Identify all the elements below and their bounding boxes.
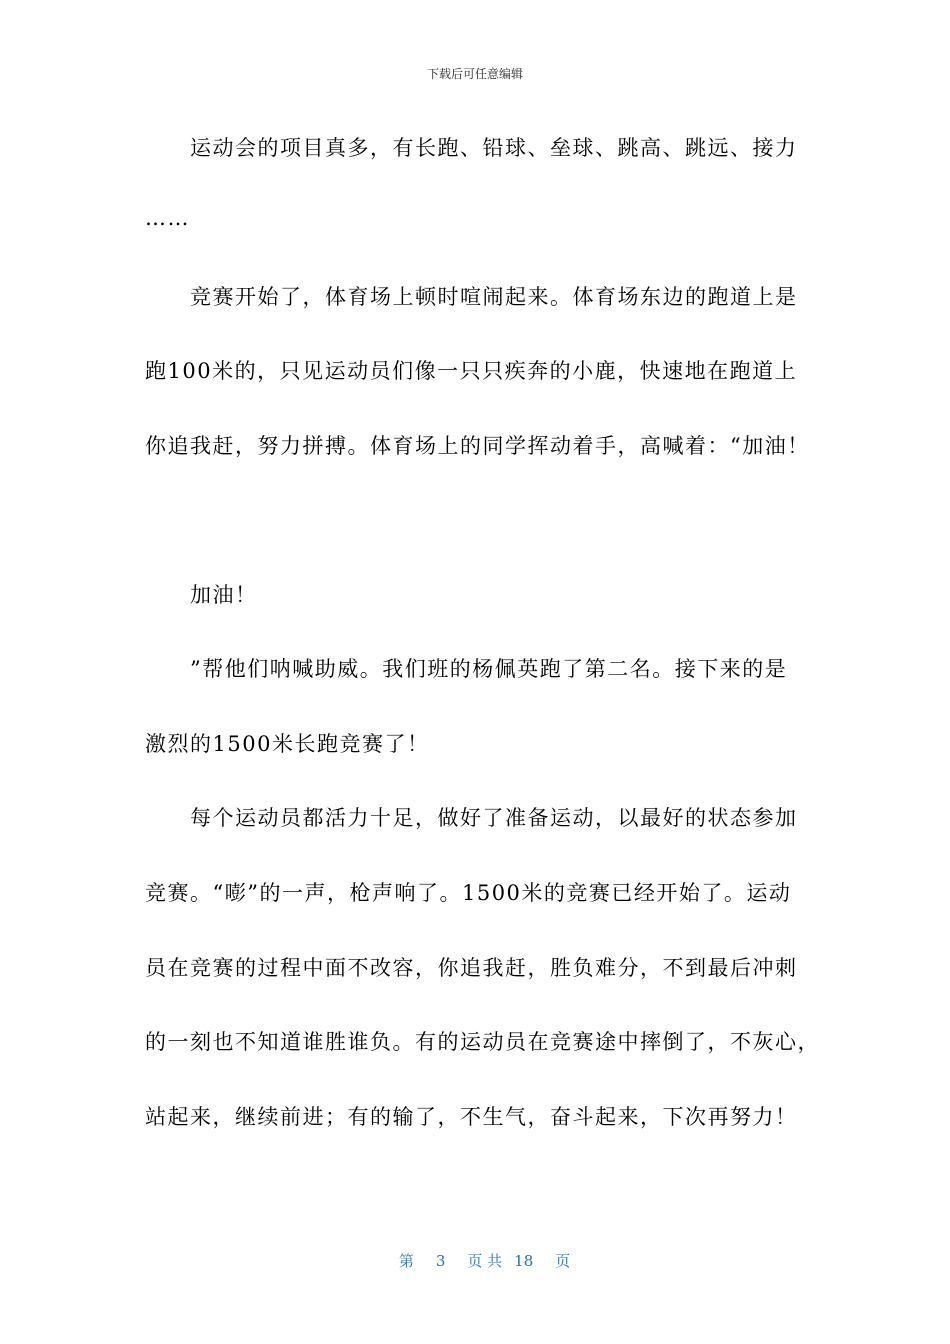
body-line-4: 跑100米的，只见运动员们像一只只疾奔的小鹿，快速地在跑道上 bbox=[145, 359, 798, 383]
body-line-2: …… bbox=[145, 206, 190, 230]
body-line-1: 运动会的项目真多，有长跑、铅球、垒球、跳高、跳远、接力 bbox=[190, 136, 798, 160]
footer-total-pages: 18 bbox=[514, 1252, 534, 1270]
body-line-7: ”帮他们呐喊助威。我们班的杨佩英跑了第二名。接下来的是 bbox=[190, 657, 788, 681]
body-line-10: 竞赛。“嘭”的一声，枪声响了。1500米的竞赛已经开始了。运动 bbox=[145, 881, 792, 905]
body-line-13: 站起来，继续前进；有的输了，不生气，奋斗起来，下次再努力！ bbox=[145, 1105, 798, 1129]
body-line-6: 加油！ bbox=[190, 583, 258, 607]
body-line-9: 每个运动员都活力十足，做好了准备运动，以最好的状态参加 bbox=[190, 806, 798, 830]
footer-current-page: 3 bbox=[435, 1252, 446, 1270]
page-footer bbox=[0, 1228, 950, 1294]
body-line-11: 员在竞赛的过程中面不改容，你追我赶，胜负难分，不到最后冲刺 bbox=[145, 956, 798, 980]
footer-suffix: 页 bbox=[555, 1252, 571, 1270]
footer-prefix: 第 bbox=[398, 1252, 414, 1270]
footer-middle: 页 共 bbox=[467, 1252, 503, 1270]
body-line-8: 激烈的1500米长跑竞赛了！ bbox=[145, 732, 430, 756]
body-line-3: 竞赛开始了，体育场上顿时喧闹起来。体育场东边的跑道上是 bbox=[190, 285, 798, 309]
body-line-5: 你追我赶，努力拼搏。体育场上的同学挥动着手，高喊着：“加油！ bbox=[145, 434, 810, 458]
page-header: 下载后可任意编辑 bbox=[426, 67, 523, 81]
body-line-12: 的一刻也不知道谁胜谁负。有的运动员在竞赛途中摔倒了，不灰心， bbox=[145, 1030, 820, 1054]
